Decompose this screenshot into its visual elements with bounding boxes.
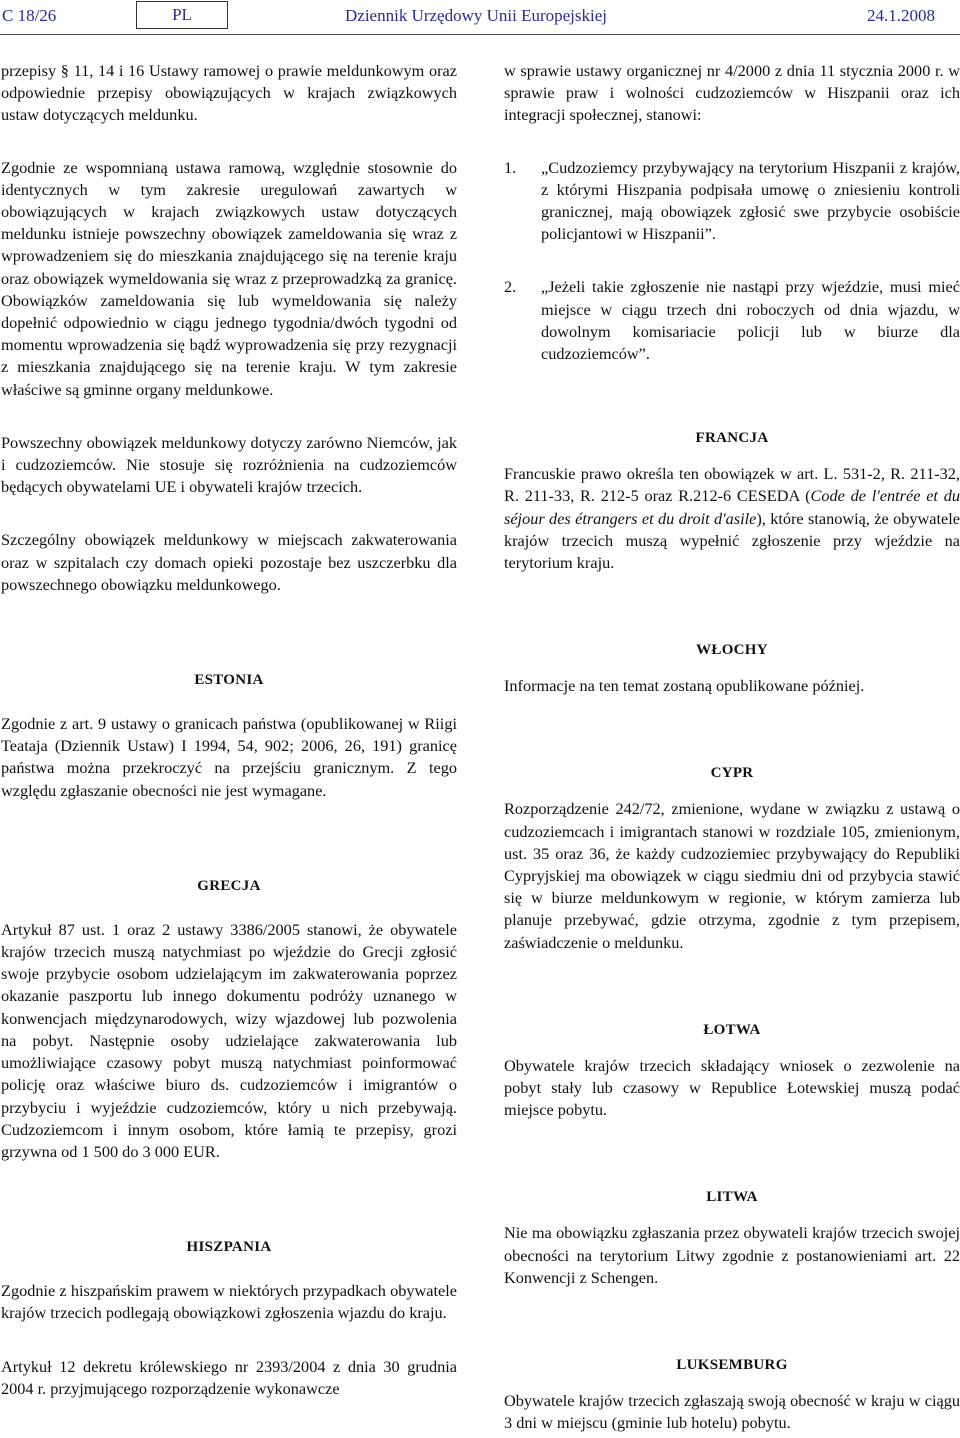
page-header xyxy=(0,0,960,32)
page-reference: C 18/26 xyxy=(2,6,57,25)
germany-paragraph-2: Powszechny obowiązek meldunkowy dotyczy zarówno Niemców, jak i cudzoziemców. Nie stosuje się rozróżnienia na cudzoziemców będących obywatelami UE i obywateli krajów trzecich. xyxy=(1,432,457,497)
francja-paragraph: Francuskie prawo określa ten obowiązek w art. L. 531-2, R. 211-32, R. 211-33, R. 212-5 oraz R.212-6 CESEDA (Code de l'entrée et du séjour des étrangers et du droit d'asile), które stanowią, że obywatele krajów trzecich muszą wypełnić zgłoszenie przy wjeździe na terytorium kraju. xyxy=(504,464,960,573)
item-text: „Cudzoziemcy przybywający na terytorium Hiszpanii z krajów, z którymi Hiszpania podpisała umowę o zniesieniu kontroli granicznej, mają obowiązek zgłosić swe przybycie osobiście policjantowi w Hiszpanii”. xyxy=(541,157,960,244)
language-code: PL xyxy=(136,1,228,29)
hiszpania-paragraph-1: Zgodnie z hiszpańskim prawem w niektórych przypadkach obywatele krajów trzecich podlegają obowiązkowi zgłoszenia wjazdu do kraju. xyxy=(1,1281,457,1323)
wlochy-paragraph: Informacje na ten temat zostaną opublikowane później. xyxy=(504,676,865,696)
item-text: „Jeżeli takie zgłoszenie nie nastąpi przy wjeździe, musi mieć miejsce w ciągu trzech dni roboczych od dnia wjazdu, w dowolnym komisariacie policji lub w biurze dla cudzoziemców”. xyxy=(541,277,960,364)
wlochy-heading: WŁOCHY xyxy=(696,642,768,659)
header-rule xyxy=(0,34,960,35)
grecja-heading: GRECJA xyxy=(197,877,261,894)
estonia-paragraph: Zgodnie z art. 9 ustawy o granicach państwa (opublikowanej w Riigi Teataja (Dziennik Ustaw) I 1994, 54, 902; 2006, 26, 191) granicę państwa można przekroczyć na przejściu granicznym. Z tego względu zgłaszanie obecności nie jest wymagane. xyxy=(1,714,457,800)
cypr-heading: CYPR xyxy=(710,765,754,782)
lotwa-heading: ŁOTWA xyxy=(703,1021,761,1038)
right-column xyxy=(504,60,960,1435)
hiszpania-heading: HISZPANIA xyxy=(186,1239,272,1256)
francja-heading: FRANCJA xyxy=(695,430,769,447)
numbered-item-1 xyxy=(504,157,960,246)
journal-title: Dziennik Urzędowy Unii Europejskiej xyxy=(345,6,608,25)
hiszpania-paragraph-2: Artykuł 12 dekretu królewskiego nr 2393/2004 z dnia 30 grudnia 2004 r. przyjmującego rozporządzenie wykonawcze xyxy=(1,1356,457,1398)
germany-paragraph-3: Szczególny obowiązek meldunkowy w miejscach zakwaterowania oraz w szpitalach czy domach opieki pozostaje bez uszczerbku dla powszechnego obowiązku meldunkowego. xyxy=(1,530,457,594)
ceseda-title: Code de l'entrée et du séjour des étrangers et du droit d'asile xyxy=(504,486,960,528)
publication-date: 24.1.2008 xyxy=(867,6,935,25)
left-intro-paragraph: przepisy § 11, 14 i 16 Ustawy ramowej o prawie meldunkowym oraz odpowiednie przepisy obowiązujących w krajach związkowych ustaw dotyczących meldunku. xyxy=(1,61,457,125)
litwa-heading: LITWA xyxy=(706,1189,758,1206)
cypr-paragraph: Rozporządzenie 242/72, zmienione, wydane w związku z ustawą o cudzoziemcach i imigrantach stanowi w rozdziale 105, zmienionym, ust. 35 oraz 36, że każdy cudzoziemiec przybywający do Republiki Cypryjskiej ma obowiązek w ciągu siedmiu dni od przybycia stawić się w biurze meldunkowym w regionie, w którym zamierza lub planuje przebywać, gdzie otrzyma, zgodnie z tym przepisem, zaświadczenie o meldunku. xyxy=(504,799,960,952)
item-number: 2. xyxy=(504,277,517,297)
right-intro-paragraph: w sprawie ustawy organicznej nr 4/2000 z dnia 11 stycznia 2000 r. w sprawie praw i wolności cudzoziemców w Hiszpanii oraz ich integracji społecznej, stanowi: xyxy=(504,61,960,125)
litwa-paragraph: Nie ma obowiązku zgłaszania przez obywateli krajów trzecich swojej obecności na terytorium Litwy zgodnie z postanowieniami art. 22 Konwencji z Schengen. xyxy=(504,1223,960,1287)
numbered-item-2 xyxy=(504,276,960,365)
left-column xyxy=(1,60,457,1400)
estonia-heading: ESTONIA xyxy=(194,672,264,689)
item-number: 1. xyxy=(504,157,517,177)
lotwa-paragraph: Obywatele krajów trzecich składający wniosek o zezwolenie na pobyt stały lub czasowy w Republice Łotewskiej muszą podać miejsce pobytu. xyxy=(504,1055,960,1120)
grecja-paragraph: Artykuł 87 ust. 1 oraz 2 ustawy 3386/2005 stanowi, że obywatele krajów trzecich muszą natychmiast po wjeździe do Grecji zgłosić swoje przybycie osobom udzielającym im zakwaterowania poprzez okazanie paszportu lub innego dokumentu podróży uznanego w konwencjach międzynarodowych, wizy wjazdowej lub pozwolenia na pobyt. Następnie osoby udzielające zakwaterowania lub umożliwiające czasowy pobyt muszą natychmiast poinformować policję oraz właściwe biuro ds. cudzoziemców i imigrantów o przybyciu i wyjeździe cudzoziemców, który u nich przebywają. Cudzoziemcom i innym osobom, które łamią te przepisy, grozi grzywna od 1 500 do 3 000 EUR. xyxy=(1,919,457,1161)
luksemburg-paragraph: Obywatele krajów trzecich zgłaszają swoją obecność w kraju w ciągu 3 dni w miejscu (gminie lub hotelu) pobytu. xyxy=(504,1391,960,1433)
germany-paragraph-1: Zgodnie ze wspomnianą ustawa ramową, względnie stosownie do identycznych w tym zakresie uregulowań zawartych w obowiązujących w krajach związkowych ustaw dotyczących meldunku istnieje powszechny obowiązek zameldowania się wraz z wprowadzeniem się do mieszkania znajdującego się na terenie kraju oraz obowiązek wymeldowania się wraz z przeprowadzką za granicę. Obowiązków zameldowania się lub wymeldowania się należy dopełnić odpowiednio w ciągu jednego tygodnia/dwóch tygodni od momentu wprowadzenia się bądź wyprowadzenia się przy rezygnacji z mieszkania znajdującego się na terenie kraju. W tym zakresie właściwe są gminne organy meldunkowe. xyxy=(1,157,457,399)
luksemburg-heading: LUKSEMBURG xyxy=(676,1357,788,1374)
